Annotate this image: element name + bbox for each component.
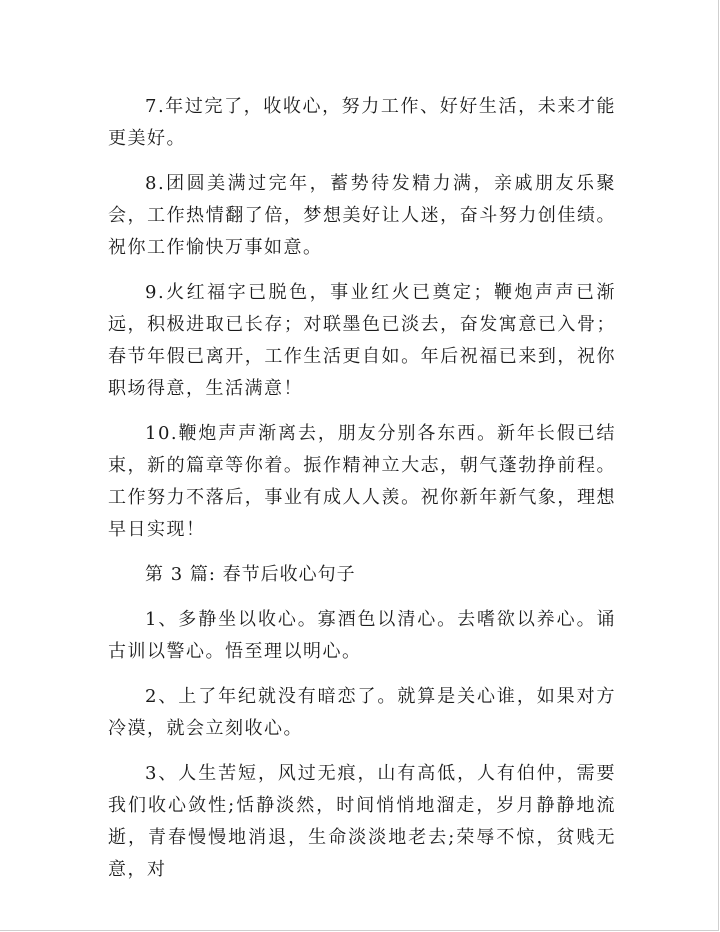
paragraph-10: 10.鞭炮声声渐离去，朋友分别各东西。新年长假已结束，新的篇章等你着。振作精神立大志，朝气蓬勃挣前程。工作努力不落后，事业有成人人羡。祝你新年新气象，理想早日实现！ xyxy=(108,423,616,540)
document-body xyxy=(108,91,616,899)
section-paragraph-2: 2、上了年纪就没有暗恋了。就算是关心谁，如果对方冷漠，就会立刻收心。 xyxy=(108,686,616,739)
paragraph-7: 7.年过完了，收收心，努力工作、好好生活，未来才能更美好。 xyxy=(108,96,616,149)
paragraph-8: 8.团圆美满过完年，蓄势待发精力满，亲戚朋友乐聚会，工作热情翻了倍，梦想美好让人迷，奋斗努力创佳绩。祝你工作愉快万事如意。 xyxy=(108,173,616,258)
paragraph-9: 9.火红福字已脱色，事业红火已奠定；鞭炮声声已渐远，积极进取已长存；对联墨色已淡去，奋发寓意已入骨；春节年假已离开，工作生活更自如。年后祝福已来到，祝你职场得意，生活满意！ xyxy=(108,282,616,399)
section-paragraph-1: 1、多静坐以收心。寡酒色以清心。去嗜欲以养心。诵古训以警心。悟至理以明心。 xyxy=(108,609,616,662)
section-heading: 第 3 篇: 春节后收心句子 xyxy=(145,564,356,585)
section-paragraph-3: 3、人生苦短，风过无痕，山有高低，人有伯仲，需要我们收心敛性;恬静淡然，时间悄悄地溜走，岁月静静地流逝，青春慢慢地消退，生命淡淡地老去;荣辱不惊，贫贱无意，对 xyxy=(108,763,616,880)
